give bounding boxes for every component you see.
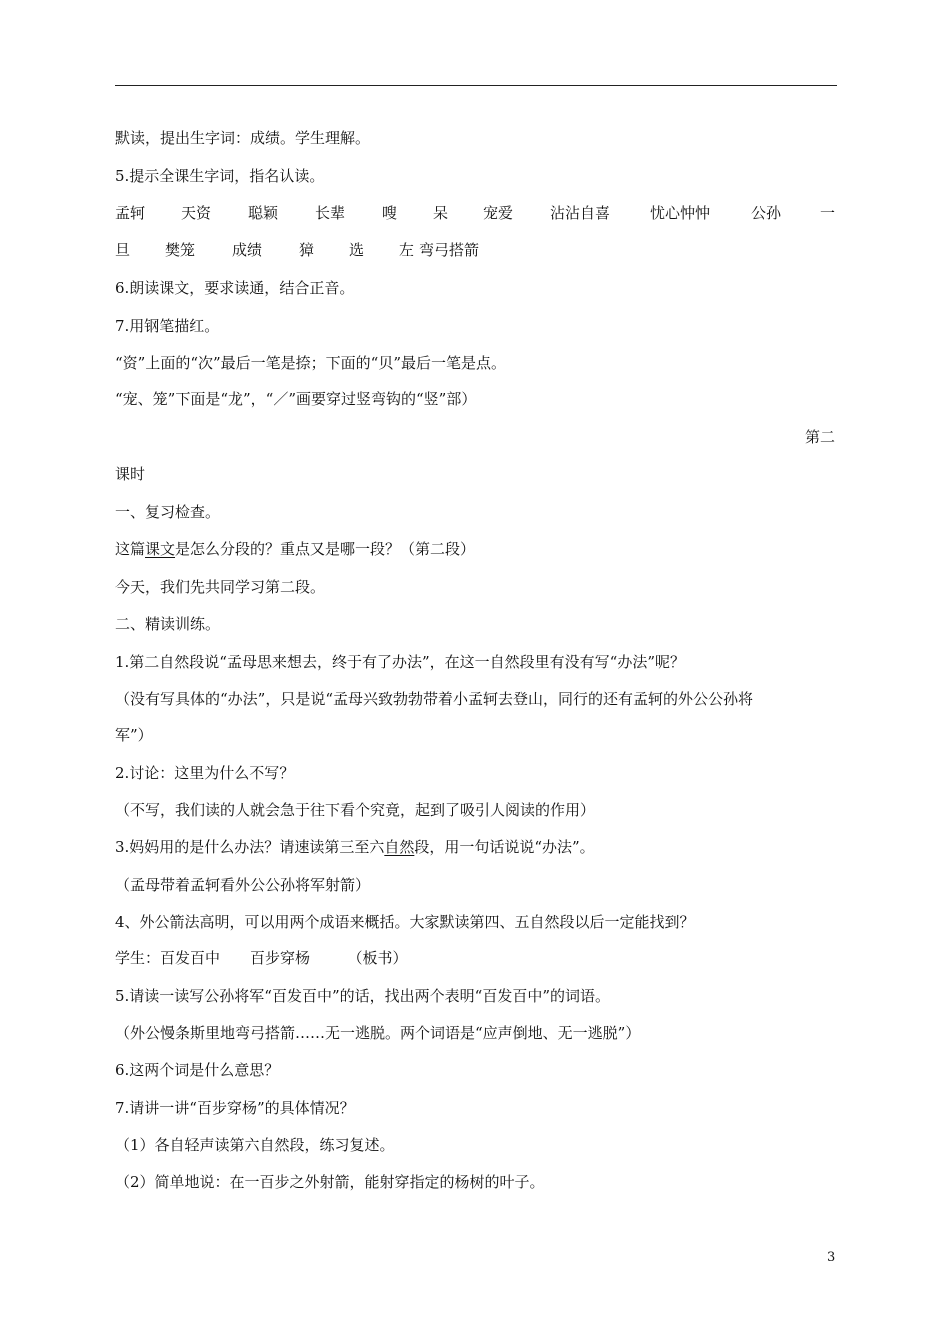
lesson-heading-part1: 第二 — [804, 428, 835, 446]
underlined-text: 自然 — [384, 838, 415, 856]
text-line: 7.请讲一讲“百步穿杨”的具体情况？ — [115, 1099, 355, 1117]
text-line: （外公慢条斯里地弯弓搭箭……无一逃脱。两个词语是“应声倒地、无一逃脱”） — [115, 1024, 641, 1042]
question-line: 这篇课文是怎么分段的？重点又是哪一段？（第二段） — [115, 540, 476, 558]
text-line: （1）各自轻声读第六自然段，练习复述。 — [115, 1136, 395, 1154]
section-heading: 二、精读训练。 — [115, 615, 221, 633]
lesson-heading-part2: 课时 — [115, 465, 146, 483]
text-line: 4、外公箭法高明，可以用两个成语来概括。大家默读第四、五自然段以后一定能找到？ — [115, 913, 695, 931]
speed-read-line: 3.妈妈用的是什么办法？请速读第三至六自然段，用一句话说说“办法”。 — [115, 838, 595, 856]
vocab-word: 樊笼 — [165, 241, 196, 259]
text-line: “资”上面的“次”最后一笔是捺；下面的“贝”最后一笔是点。 — [115, 354, 507, 372]
vocab-word: 沾沾自喜 — [550, 204, 611, 222]
vocab-row-2 — [115, 240, 837, 260]
vocab-word: 呆 — [433, 204, 449, 222]
vocab-word: 一 — [820, 204, 836, 222]
underlined-text: 课文 — [145, 540, 176, 558]
vocab-word: 天资 — [181, 204, 212, 222]
text-line: （没有写具体的“办法”，只是说“孟母兴致勃勃带着小孟轲去登山，同行的还有孟轲的外公公孙将 — [115, 690, 754, 708]
vocab-word: 选 — [349, 241, 365, 259]
text-line: “宠、笼”下面是“龙”，“／”画要穿过竖弯钩的“竖”部） — [115, 390, 477, 408]
vocab-word: 旦 — [115, 241, 131, 259]
vocab-word: 嗖 — [382, 204, 398, 222]
vocab-word: 左 — [399, 241, 415, 259]
text-line: （2）简单地说：在一百步之外射箭，能射穿指定的杨树的叶子。 — [115, 1173, 545, 1191]
vocab-word: 聪颖 — [248, 204, 279, 222]
vocab-word: 长辈 — [315, 204, 346, 222]
text-line: 2.讨论：这里为什么不写？ — [115, 764, 295, 782]
page-number: 3 — [827, 1250, 836, 1265]
text-line: 军”） — [115, 726, 153, 744]
text-line: 6.朗读课文，要求读通，结合正音。 — [115, 279, 355, 297]
text-line: 5.提示全课生字词，指名认读。 — [115, 167, 325, 185]
section-heading: 一、复习检查。 — [115, 503, 221, 521]
text-line: 1.第二自然段说“孟母思来想去，终于有了办法”，在这一自然段里有没有写“办法”呢？ — [115, 653, 685, 671]
text-line: 6.这两个词是什么意思？ — [115, 1061, 280, 1079]
text-line: 7.用钢笔描红。 — [115, 317, 220, 335]
vocab-word: 弯弓搭箭 — [419, 241, 480, 259]
text-line: 今天，我们先共同学习第二段。 — [115, 578, 326, 596]
header-rule — [115, 85, 837, 86]
vocab-word: 公孙 — [751, 204, 782, 222]
text-line: 默读，提出生字词：成绩。学生理解。 — [115, 129, 371, 147]
vocab-word: 孟轲 — [115, 204, 146, 222]
text-line: 5.请读一读写公孙将军“百发百中”的话，找出两个表明“百发百中”的词语。 — [115, 987, 610, 1005]
vocab-word: 成绩 — [232, 241, 263, 259]
vocab-word: 獐 — [299, 241, 315, 259]
text-line: （孟母带着孟轲看外公公孙将军射箭） — [115, 876, 371, 894]
text-line: （不写，我们读的人就会急于往下看个究竟，起到了吸引人阅读的作用） — [115, 801, 596, 819]
vocab-row-1 — [115, 203, 837, 223]
text-line: 学生：百发百中 百步穿杨 （板书） — [115, 949, 408, 967]
vocab-word: 忧心忡忡 — [650, 204, 711, 222]
vocab-word: 宠爱 — [483, 204, 514, 222]
